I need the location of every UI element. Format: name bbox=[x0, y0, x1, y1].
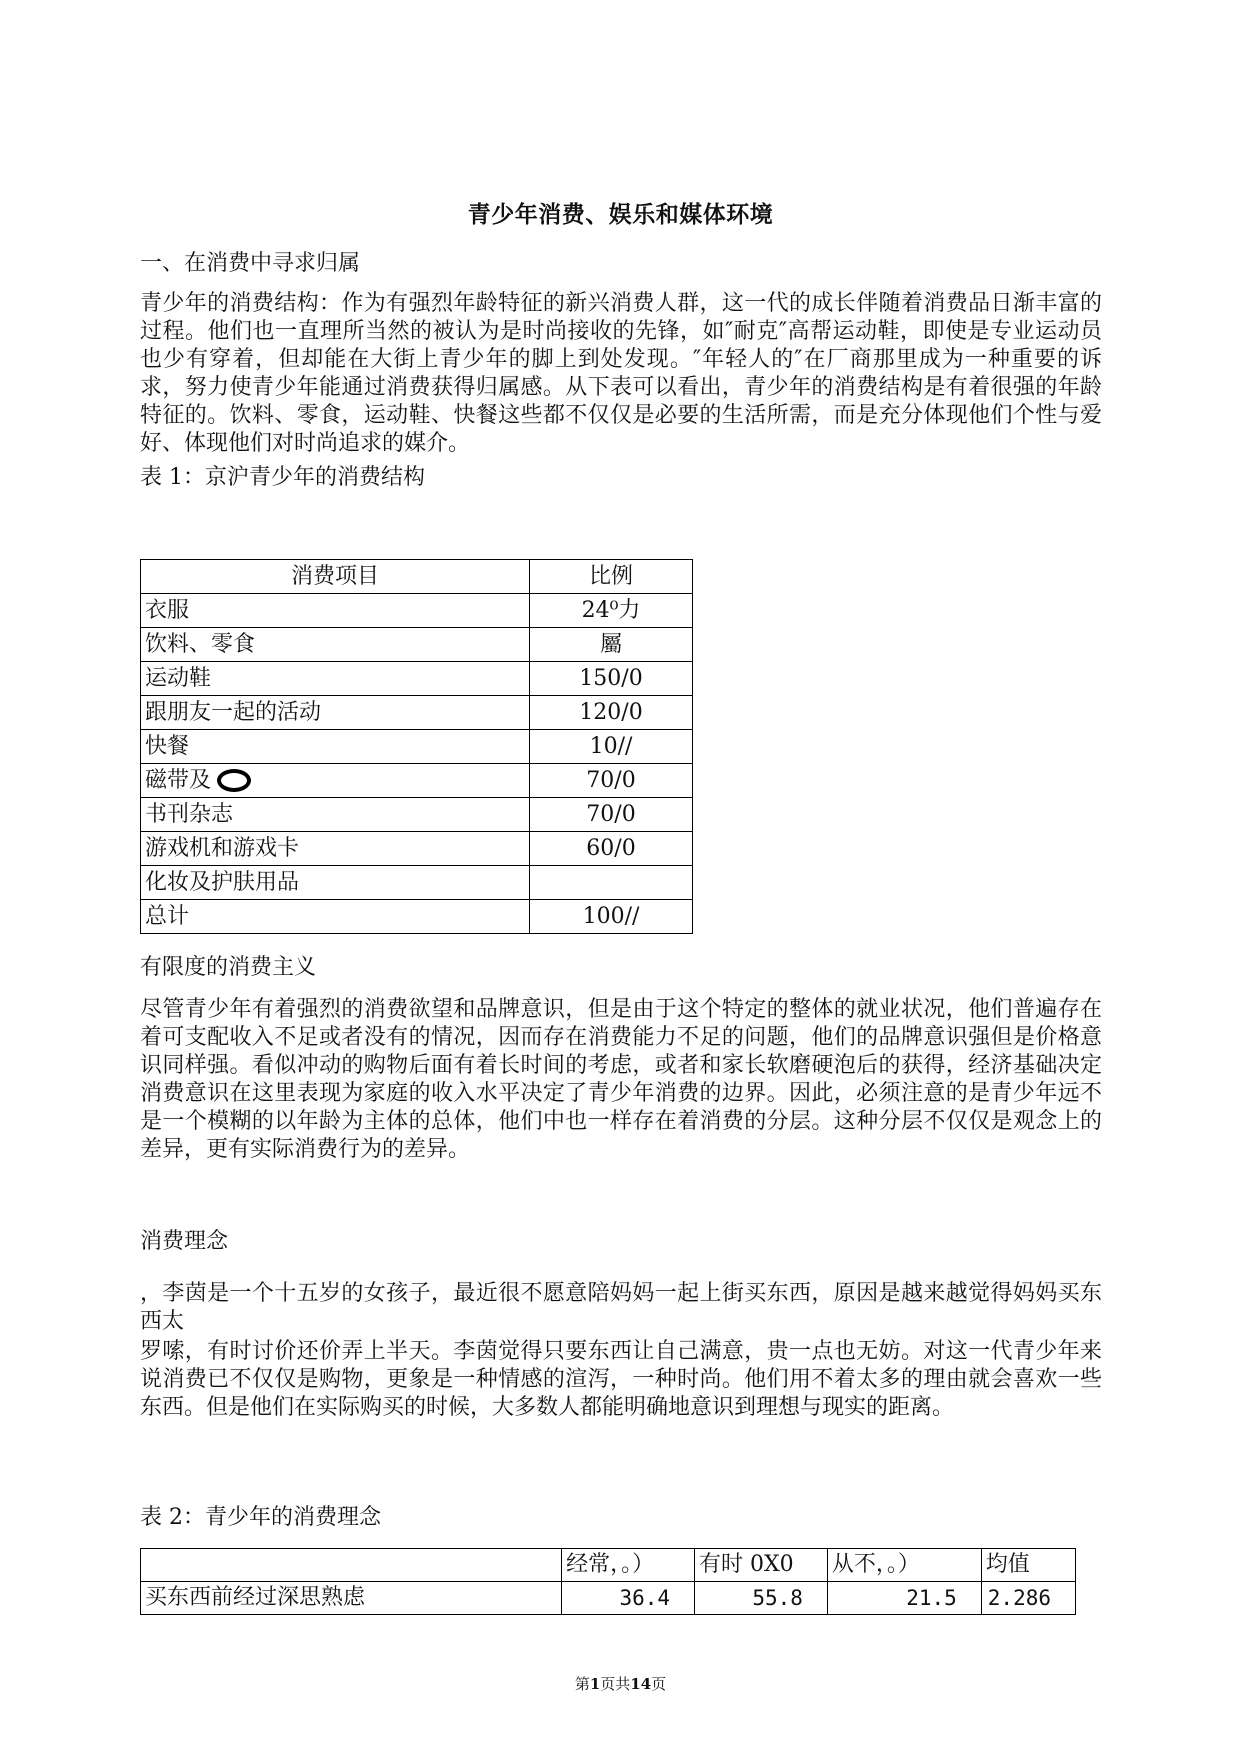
consumption-structure-table bbox=[140, 559, 693, 934]
table-row bbox=[141, 798, 693, 832]
table-cell bbox=[530, 866, 693, 900]
table-header-cell: 有时 0X0 bbox=[695, 1549, 828, 1582]
table-row bbox=[141, 662, 693, 696]
table2-caption: 表 2：青少年的消费理念 bbox=[140, 1505, 381, 1530]
section-heading: 一、在消费中寻求归属 bbox=[140, 251, 361, 276]
footer-page-number: 1 bbox=[589, 1675, 601, 1693]
table-row bbox=[141, 832, 693, 866]
table-header-cell: 经常，。） bbox=[562, 1549, 695, 1582]
table-row bbox=[141, 628, 693, 662]
table-cell: 120/0 bbox=[530, 696, 693, 730]
ring-icon bbox=[217, 769, 251, 792]
table-cell: 150/0 bbox=[530, 662, 693, 696]
table-cell: 70/0 bbox=[530, 764, 693, 798]
consumption-concept-table bbox=[140, 1548, 1076, 1615]
table-row bbox=[141, 764, 693, 798]
page-footer bbox=[0, 1673, 1241, 1694]
paragraph-anecdote-continued: 罗嗦，有时讨价还价弄上半天。李茵觉得只要东西让自己满意，贵一点也无妨。对这一代青少年来说消费已不仅仅是购物，更象是一种情感的渲泻，一种时尚。他们用不着太多的理由就会喜欢一些东西。但是他们在实际购买的时候，大多数人都能明确地意识到理想与现实的距离。 bbox=[140, 1339, 1102, 1420]
table-cell: 100// bbox=[530, 900, 693, 934]
table-cell: 快餐 bbox=[141, 730, 530, 764]
footer-total-pages: 14 bbox=[630, 1675, 652, 1693]
table-cell: 21.5 bbox=[827, 1582, 981, 1615]
table-header-cell bbox=[141, 1549, 562, 1582]
table-cell: 屬 bbox=[530, 628, 693, 662]
table-cell: 游戏机和游戏卡 bbox=[141, 832, 530, 866]
paragraph-limited-consumerism: 尽管青少年有着强烈的消费欲望和品牌意识，但是由于这个特定的整体的就业状况，他们普遍存在着可支配收入不足或者没有的情况，因而存在消费能力不足的问题，他们的品牌意识强但是价格意识同样强。看似冲动的购物后面有着长时间的考虑，或者和家长软磨硬泡后的获得，经济基础决定消费意识在这里表现为家庭的收入水平决定了青少年消费的边界。因此，必须注意的是青少年远不是一个模糊的以年龄为主体的总体，他们中也一样存在着消费的分层。这种分层不仅仅是观念上的差异，更有实际消费行为的差异。 bbox=[140, 997, 1102, 1162]
table-row bbox=[141, 696, 693, 730]
table-row bbox=[141, 1582, 1076, 1615]
table-cell: 24⁰力 bbox=[530, 594, 693, 628]
table-cell: 饮料、零食 bbox=[141, 628, 530, 662]
document-title: 青少年消费、娱乐和媒体环境 bbox=[467, 201, 774, 228]
footer-prefix: 第 bbox=[574, 1675, 590, 1693]
table-cell: 买东西前经过深思熟虑 bbox=[141, 1582, 562, 1615]
table-cell: 化妆及护肤用品 bbox=[141, 866, 530, 900]
table-cell: 10// bbox=[530, 730, 693, 764]
table-cell: 书刊杂志 bbox=[141, 798, 530, 832]
paragraph-anecdote-start: ，李茵是一个十五岁的女孩子，最近很不愿意陪妈妈一起上街买东西，原因是越来越觉得妈妈买东西太 bbox=[140, 1281, 1102, 1334]
table-cell: 60/0 bbox=[530, 832, 693, 866]
table-header-cell: 从不，。） bbox=[827, 1549, 981, 1582]
table-header-cell: 均值 bbox=[981, 1549, 1075, 1582]
footer-suffix: 页 bbox=[651, 1675, 667, 1693]
table-row bbox=[141, 730, 693, 764]
table-cell: 总计 bbox=[141, 900, 530, 934]
table-cell: 70/0 bbox=[530, 798, 693, 832]
paragraph-consumption-structure: 青少年的消费结构：作为有强烈年龄特征的新兴消费人群，这一代的成长伴随着消费品日渐丰富的过程。他们也一直理所当然的被认为是时尚接收的先锋，如″耐克″高帮运动鞋，即使是专业运动员也少有穿着，但却能在大街上青少年的脚上到处发现。″年轻人的″在厂商那里成为一种重要的诉求，努力使青少年能通过消费获得归属感。从下表可以看出，青少年的消费结构是有着很强的年龄特征的。饮料、零食，运动鞋、快餐这些都不仅仅是必要的生活所需，而是充分体现他们个性与爱好、体现他们对时尚追求的媒介。 bbox=[140, 291, 1102, 456]
table-cell: 跟朋友一起的活动 bbox=[141, 696, 530, 730]
table-header-row bbox=[141, 560, 693, 594]
table-row bbox=[141, 900, 693, 934]
subheading-limited-consumerism: 有限度的消费主义 bbox=[140, 955, 317, 980]
table-header-cell: 消费项目 bbox=[141, 560, 530, 594]
table-cell: 36.4 bbox=[562, 1582, 695, 1615]
table-cell: 2.286 bbox=[981, 1582, 1075, 1615]
table-cell-text: 磁带及 bbox=[145, 767, 212, 793]
table-cell: 运动鞋 bbox=[141, 662, 530, 696]
footer-middle: 页共 bbox=[600, 1675, 631, 1693]
table-header-row bbox=[141, 1549, 1076, 1582]
table-row bbox=[141, 866, 693, 900]
table-cell bbox=[141, 764, 530, 798]
table-cell: 55.8 bbox=[695, 1582, 828, 1615]
table1-caption: 表 1：京沪青少年的消费结构 bbox=[140, 465, 425, 490]
table-cell: 衣服 bbox=[141, 594, 530, 628]
table-row bbox=[141, 594, 693, 628]
table-header-cell: 比例 bbox=[530, 560, 693, 594]
subheading-consumption-concept: 消费理念 bbox=[140, 1229, 229, 1254]
